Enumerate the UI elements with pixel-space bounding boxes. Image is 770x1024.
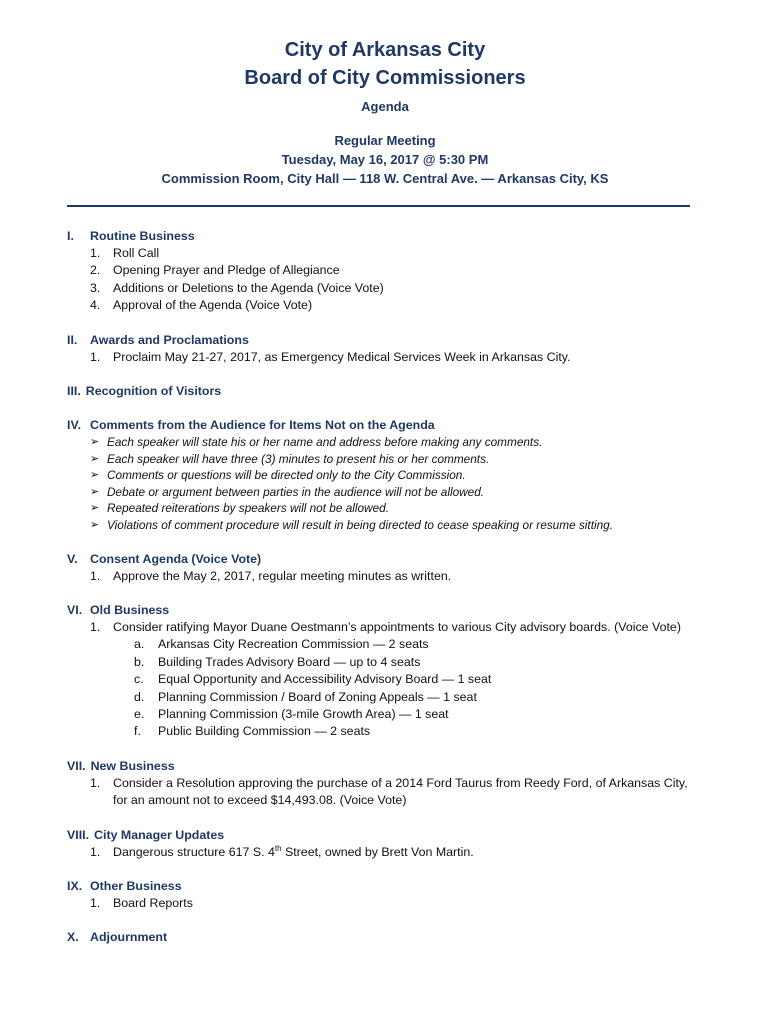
section-audience-comments [67, 417, 707, 534]
list-item [67, 895, 707, 912]
section-title: Recognition of Visitors [85, 384, 222, 399]
item-number: 1. [90, 775, 101, 790]
section-new-business [67, 758, 707, 810]
item-number: 1. [90, 844, 101, 859]
section-number: IV. [67, 418, 82, 433]
section-heading [67, 228, 707, 245]
item-number: 4. [90, 298, 101, 313]
section-number: V. [67, 551, 78, 566]
arrow-bullet-icon: ➢ [90, 469, 100, 482]
section-heading [67, 929, 707, 946]
section-title: Awards and Proclamations [90, 332, 249, 347]
section-recognition-visitors [67, 383, 707, 400]
list-item [67, 844, 707, 861]
item-text: Planning Commission (3-mile Growth Area) — 1 seat [158, 707, 449, 722]
section-number: IX. [67, 879, 83, 894]
arrow-bullet-icon: ➢ [90, 485, 100, 498]
document-type: Agenda [361, 99, 409, 114]
list-item [67, 297, 707, 314]
item-letter: c. [134, 672, 144, 687]
list-item [67, 568, 707, 585]
item-text: Each speaker will state his or her name and address before making any comments. [107, 435, 543, 450]
page-subtitle: Board of City Commissioners [244, 67, 526, 89]
section-number: I. [67, 229, 74, 243]
item-text: Arkansas City Recreation Commission — 2 seats [158, 637, 429, 652]
sub-list-item [67, 654, 707, 671]
item-letter: b. [134, 654, 145, 669]
header-divider [67, 205, 690, 207]
item-text: Roll Call [113, 246, 160, 260]
section-consent-agenda [67, 551, 707, 585]
item-text: Proclaim May 21-27, 2017, as Emergency Medical Services Week in Arkansas City. [113, 349, 571, 364]
section-heading [67, 332, 707, 349]
section-title: Adjournment [90, 930, 168, 945]
section-number: VII. [67, 758, 86, 773]
section-adjournment [67, 929, 707, 946]
section-heading [67, 878, 707, 895]
list-item [67, 245, 707, 262]
item-text: Planning Commission / Board of Zoning Appeals — 1 seat [158, 689, 477, 704]
item-text: Repeated reiterations by speakers will not be allowed. [107, 501, 389, 516]
sub-list-item [67, 671, 707, 688]
section-title: Routine Business [90, 229, 195, 243]
list-item [67, 349, 707, 366]
item-text: Approve the May 2, 2017, regular meeting minutes as written. [113, 568, 452, 583]
page-title: City of Arkansas City [284, 39, 486, 61]
item-letter: a. [134, 637, 145, 652]
arrow-bullet-icon: ➢ [90, 519, 100, 531]
list-item [67, 500, 707, 517]
item-number: 1. [90, 349, 101, 364]
item-text: Opening Prayer and Pledge of Allegiance [113, 263, 340, 278]
item-number: 1. [90, 896, 101, 911]
section-number: II. [67, 332, 78, 347]
item-number: 1. [90, 568, 101, 583]
section-city-manager-updates [67, 827, 707, 861]
section-number: VIII. [67, 827, 90, 842]
section-old-business [67, 602, 707, 741]
sub-list-item [67, 723, 707, 740]
item-text: Approval of the Agenda (Voice Vote) [113, 298, 313, 313]
section-title: Comments from the Audience for Items Not on the Agenda [90, 418, 435, 433]
item-text: Violations of comment procedure will result in being directed to cease speaking or resume sitting. [107, 518, 613, 532]
item-letter: d. [134, 689, 145, 704]
section-title: Old Business [90, 603, 170, 617]
item-text-start: Dangerous structure 617 S. 4 [113, 844, 275, 859]
agenda-body [67, 228, 707, 963]
list-item [67, 262, 707, 279]
section-heading [67, 417, 707, 434]
item-continuation: for an amount not to exceed $14,493.08. (Voice Vote) [113, 793, 407, 808]
item-text: Public Building Commission — 2 seats [158, 724, 371, 739]
meeting-location: Commission Room, City Hall — 118 W. Central Ave. — Arkansas City, KS [161, 171, 609, 186]
section-routine-business [67, 228, 707, 315]
section-heading [67, 551, 707, 568]
arrow-bullet-icon: ➢ [90, 452, 100, 465]
item-text: Debate or argument between parties in the audience will not be allowed. [107, 484, 485, 499]
sub-list-item [67, 689, 707, 706]
item-text: Building Trades Advisory Board — up to 4 seats [158, 654, 421, 669]
list-item [67, 484, 707, 501]
agenda-header [0, 36, 770, 188]
sub-list-item [67, 636, 707, 653]
item-letter: e. [134, 707, 145, 722]
item-number: 3. [90, 280, 101, 295]
arrow-bullet-icon: ➢ [90, 436, 100, 449]
item-text [113, 844, 707, 861]
item-text: Consider ratifying Mayor Duane Oestmann’s appointments to various City advisory boards. (Voice Vote) [113, 620, 681, 634]
meeting-date-time: Tuesday, May 16, 2017 @ 5:30 PM [281, 152, 489, 167]
section-title: New Business [90, 758, 175, 773]
item-number: 1. [90, 246, 101, 260]
list-item [67, 451, 707, 468]
ordinal-suffix: th [274, 843, 282, 853]
item-number: 2. [90, 263, 101, 278]
section-heading [67, 827, 707, 844]
section-title: Consent Agenda (Voice Vote) [90, 551, 262, 566]
item-text: Consider a Resolution approving the purchase of a 2014 Ford Taurus from Reedy Ford, of Arkansas City, [113, 775, 688, 790]
list-item [67, 467, 707, 484]
section-number: III. [67, 384, 81, 399]
item-text: Board Reports [113, 896, 193, 911]
list-item [67, 517, 707, 534]
sub-list-item [67, 706, 707, 723]
item-text: Additions or Deletions to the Agenda (Voice Vote) [113, 280, 384, 295]
section-heading [67, 383, 707, 400]
section-awards-proclamations [67, 332, 707, 366]
list-item [67, 619, 707, 636]
meeting-type: Regular Meeting [334, 133, 436, 148]
section-other-business [67, 878, 707, 912]
list-item [67, 280, 707, 297]
section-heading [67, 602, 707, 619]
item-text: Each speaker will have three (3) minutes to present his or her comments. [107, 451, 490, 466]
arrow-bullet-icon: ➢ [90, 502, 100, 515]
list-item [67, 434, 707, 451]
section-number: VI. [67, 603, 83, 617]
section-number: X. [67, 930, 79, 945]
item-text: Equal Opportunity and Accessibility Advisory Board — 1 seat [158, 672, 492, 687]
item-text-end: Street, owned by Brett Von Martin. [281, 844, 474, 859]
item-letter: f. [134, 724, 141, 739]
list-item [67, 775, 707, 792]
item-number: 1. [90, 620, 101, 634]
section-title: City Manager Updates [94, 827, 225, 842]
section-heading [67, 758, 707, 775]
section-title: Other Business [90, 879, 182, 894]
item-text: Comments or questions will be directed only to the City Commission. [107, 468, 466, 483]
